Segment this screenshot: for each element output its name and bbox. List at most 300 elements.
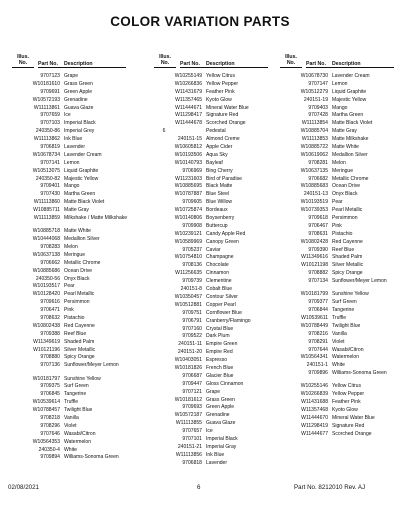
- part-description: Truffle: [332, 315, 347, 322]
- part-description: Kyoto Glow: [206, 96, 232, 103]
- part-description: Feather Pink: [206, 88, 235, 95]
- part-number: 240350-56: [35, 275, 60, 282]
- part-number: 9708631: [308, 230, 328, 237]
- parts-column-2: [146, 54, 274, 469]
- part-number: 9709739: [182, 278, 202, 285]
- part-description: Green Apple: [64, 88, 93, 95]
- part-number: W10885695: [174, 183, 202, 190]
- page-title: COLOR VARIATION PARTS: [110, 14, 290, 29]
- part-description: Yellow Pepper: [332, 391, 365, 398]
- part-number: W10539611: [301, 315, 328, 322]
- parts-row: [4, 363, 132, 376]
- part-number: W11444677: [301, 430, 328, 437]
- part-number: 9706682: [308, 175, 328, 182]
- part-description: Matte White: [64, 228, 91, 235]
- part-description: Wasabi/Citron: [64, 430, 96, 437]
- part-description: Signature Red: [332, 422, 365, 429]
- part-description: Scorched Orange: [332, 430, 372, 437]
- part-description: Pink: [64, 307, 74, 314]
- part-number: 9706845: [40, 391, 60, 398]
- part-description: Apple Cider: [206, 144, 233, 151]
- parts-list: [146, 74, 274, 469]
- part-number: W10140806: [174, 215, 202, 222]
- part-number: W10181610: [32, 80, 60, 87]
- parts-column-1: [4, 54, 132, 469]
- part-description: Dark Plum: [206, 333, 230, 340]
- part-description: Aqua Sky: [206, 151, 228, 158]
- part-description: Matte Black Violet: [332, 120, 373, 127]
- part-number: W10193519: [300, 199, 328, 206]
- part-number: 9707644: [308, 346, 328, 353]
- part-number: 240151-15: [177, 136, 202, 143]
- part-number: 9706818: [182, 459, 202, 466]
- part-number: 9708882: [308, 270, 328, 277]
- part-description: Matte Gray: [332, 128, 357, 135]
- part-number: 9709377: [308, 299, 328, 306]
- part-number: 9707428: [308, 112, 328, 119]
- part-description: Reef Blue: [64, 330, 87, 337]
- part-description: Ice: [64, 112, 71, 119]
- part-number: W11431688: [301, 399, 328, 406]
- parts-row: [4, 455, 132, 468]
- part-number: 240151-1: [306, 362, 328, 369]
- part-description: Mango: [64, 183, 80, 190]
- part-number: W11298417: [175, 112, 202, 119]
- parts-list: [4, 74, 132, 469]
- part-number: 9708136: [182, 262, 202, 269]
- part-description: Silver Metallic: [332, 262, 364, 269]
- part-description: Twilight Blue: [332, 322, 361, 329]
- part-number: W11349616: [301, 254, 328, 261]
- part-description: Meringue: [332, 167, 354, 174]
- part-description: Persimmon: [64, 299, 90, 306]
- illus-number: 6: [162, 128, 166, 135]
- part-description: Grenadine: [64, 96, 88, 103]
- part-number: W10725874: [174, 207, 202, 214]
- part-number: W10181612: [174, 396, 202, 403]
- part-number: 9709751: [182, 309, 202, 316]
- part-description: Crystal Blue: [206, 325, 234, 332]
- part-number: 9707160: [182, 325, 202, 332]
- column-header: [272, 54, 400, 74]
- part-number: 240350-82: [35, 175, 60, 182]
- part-number: W10512881: [174, 301, 202, 308]
- header-underline: [12, 67, 34, 68]
- part-number: W11113859: [33, 215, 60, 222]
- part-description: Imperial Black: [206, 435, 238, 442]
- part-number: W10539614: [32, 399, 60, 406]
- parts-list: [272, 74, 400, 440]
- part-number: W11113862: [33, 136, 60, 143]
- part-description: Violet: [332, 338, 345, 345]
- part-description: Signature Red: [206, 112, 239, 119]
- part-description: Onyx Black: [64, 275, 90, 282]
- part-number: W11231603: [175, 175, 202, 182]
- part-description: Empire Red: [206, 349, 233, 356]
- part-number: W11357468: [301, 407, 328, 414]
- part-number: 9709894: [40, 454, 60, 461]
- part-description: Twilight Blue: [64, 407, 93, 414]
- part-description: Imperial Grey: [64, 128, 95, 135]
- part-number: W10885683: [300, 183, 328, 190]
- part-description: Clementine: [206, 278, 232, 285]
- part-description: Martha Green: [332, 112, 364, 119]
- part-number: 9708632: [40, 315, 60, 322]
- part-description: Melon: [332, 159, 346, 166]
- part-number: 9707103: [40, 120, 60, 127]
- part-description: Bayleaf: [206, 159, 223, 166]
- part-number: 9706467: [308, 222, 328, 229]
- part-number: 240151-13: [303, 191, 328, 198]
- part-description: Guava Glaze: [64, 104, 94, 111]
- part-number: W11113861: [33, 104, 60, 111]
- part-description: Shaded Palm: [332, 254, 363, 261]
- part-number: W10739353: [300, 207, 328, 214]
- part-description: Canopy Green: [206, 238, 239, 245]
- header-underline: [306, 67, 394, 68]
- part-description: Metallic Chrome: [332, 175, 369, 182]
- part-description: Matte White: [332, 144, 359, 151]
- part-number: 9706791: [182, 317, 202, 324]
- part-number: 9709605: [182, 199, 202, 206]
- part-number: 9708296: [40, 422, 60, 429]
- part-description: Vanilla: [332, 330, 347, 337]
- part-number: 9708880: [40, 354, 60, 361]
- part-number: 9709447: [182, 380, 202, 387]
- part-description: Grenadine: [206, 412, 230, 419]
- part-number: W10564353: [32, 438, 60, 445]
- part-number: W10255149: [174, 73, 202, 79]
- part-number: W11349619: [33, 338, 60, 345]
- part-description: Candy Apple Red: [206, 230, 246, 237]
- part-number: W10193506: [174, 151, 202, 158]
- part-number: W10572193: [32, 96, 60, 103]
- part-description: Grass Green: [206, 396, 235, 403]
- part-number: W10266836: [174, 80, 202, 87]
- part-description: Vanilla: [64, 415, 79, 421]
- part-description: Mineral Water Blue: [332, 415, 375, 421]
- part-description: Pistachio: [332, 230, 353, 237]
- part-description: Scorched Orange: [206, 120, 246, 127]
- description-header: Description: [332, 61, 361, 67]
- part-number: 240350-4: [38, 446, 60, 453]
- part-number: 9706969: [182, 167, 202, 174]
- part-description: Martha Green: [64, 191, 96, 198]
- part-description: Yellow Citrus: [332, 383, 361, 390]
- part-description: Meringue: [64, 251, 86, 258]
- part-description: Bird of Paradise: [206, 175, 242, 182]
- part-description: Medallion Silver: [64, 236, 100, 243]
- illus-no-header: Illus. No.: [159, 54, 171, 66]
- description-header: Description: [206, 61, 235, 67]
- part-number: 9708216: [308, 330, 328, 337]
- description-header: Description: [64, 61, 93, 67]
- part-description: White: [332, 362, 345, 369]
- part-number: W10181797: [32, 375, 60, 382]
- part-no-header: Part No.: [180, 61, 200, 67]
- part-description: Imperial Black: [64, 120, 96, 127]
- part-description: Watermelon: [332, 354, 360, 361]
- part-number: W10266839: [300, 391, 328, 398]
- part-number: W10885704: [300, 128, 328, 135]
- part-description: Gloss Cinnamon: [206, 380, 244, 387]
- illus-no-header: Illus. No.: [17, 54, 29, 66]
- part-description: Matte Milkshake: [332, 136, 369, 143]
- part-description: Sunshine Yellow: [64, 375, 101, 382]
- part-number: 9709390: [308, 246, 328, 253]
- part-description: Sunflower/Meyer Lemon: [332, 278, 387, 285]
- header-underline: [180, 67, 268, 68]
- part-number: 9707659: [40, 112, 60, 119]
- part-description: French Blue: [206, 364, 234, 371]
- part-number: W10637138: [32, 251, 60, 258]
- footer-page-number: 6: [197, 484, 201, 491]
- part-no-header: Part No.: [38, 61, 58, 67]
- part-number: 9706819: [40, 144, 60, 151]
- part-description: Blue Steel: [206, 191, 230, 198]
- column-header: [146, 54, 274, 74]
- part-number: W10885711: [33, 207, 60, 214]
- part-number: W10572187: [174, 412, 202, 419]
- part-description: Red Cayenne: [64, 322, 95, 329]
- part-description: Truffle: [64, 399, 79, 406]
- part-description: Violet: [64, 422, 77, 429]
- part-number: W11444678: [175, 120, 202, 127]
- part-number: W10802428: [300, 238, 328, 245]
- part-description: Tangerine: [332, 307, 355, 314]
- footer-date: 02/08/2021: [8, 484, 39, 491]
- part-number: 9707121: [182, 388, 202, 395]
- part-description: Almond Creme: [206, 136, 240, 143]
- part-description: Medallion Silver: [332, 151, 368, 158]
- part-number: W11113860: [33, 199, 60, 206]
- part-number: 9709375: [40, 383, 60, 390]
- part-description: Lavender: [206, 459, 228, 466]
- part-number: W10678734: [32, 151, 60, 158]
- part-number: W10128420: [32, 291, 60, 298]
- part-description: Sunflower/Meyer Lemon: [64, 362, 119, 369]
- part-number: W10255146: [300, 383, 328, 390]
- part-number: 9705237: [182, 246, 202, 253]
- part-number: 9709388: [40, 330, 60, 337]
- part-description: Williams-Sonoma Green: [64, 454, 119, 461]
- part-description: Espresso: [206, 357, 228, 364]
- part-number: 9708281: [308, 159, 328, 166]
- part-number: 9707141: [40, 159, 60, 166]
- part-number: 240151-8: [180, 286, 202, 293]
- part-description: Lemon: [64, 159, 80, 166]
- footer-part-number: Part No. 8212010 Rev. AJ: [294, 484, 366, 491]
- part-description: Kyoto Glow: [332, 407, 358, 414]
- part-number: W10802438: [32, 322, 60, 329]
- part-number: 9709618: [308, 215, 328, 222]
- part-number: 9707136: [40, 362, 60, 369]
- part-description: Spicy Orange: [64, 354, 95, 361]
- part-number: W10350457: [174, 293, 202, 300]
- part-number: W11256635: [175, 270, 202, 277]
- part-description: Cranberry/Flamingo: [206, 317, 251, 324]
- part-number: 9706471: [40, 307, 60, 314]
- part-number: W11444670: [301, 415, 328, 421]
- part-description: Lavender Cream: [64, 151, 102, 158]
- part-number: W10239121: [174, 230, 202, 237]
- part-number: 9708291: [308, 338, 328, 345]
- part-description: Pear: [64, 283, 75, 290]
- header-underline: [154, 67, 176, 68]
- part-number: W10403051: [174, 357, 202, 364]
- part-number: 9709403: [308, 104, 328, 111]
- part-number: W10589969: [174, 238, 202, 245]
- part-number: W10787887: [174, 191, 202, 198]
- part-number: W10193517: [32, 283, 60, 290]
- column-header: [4, 54, 132, 74]
- parts-row: [272, 432, 400, 440]
- part-description: Cinnamon: [206, 270, 230, 277]
- part-number: W10513075: [32, 167, 60, 174]
- part-description: Metallic Chrome: [64, 259, 101, 266]
- part-number: W10788449: [300, 322, 328, 329]
- part-number: 9709616: [40, 299, 60, 306]
- part-description: Liquid Graphite: [332, 88, 367, 95]
- part-description: Lavender Cream: [332, 73, 370, 79]
- part-number: W10444068: [32, 236, 60, 243]
- part-description: Sunshine Yellow: [332, 291, 369, 298]
- part-number: W10605812: [174, 144, 202, 151]
- part-description: Grape: [64, 73, 79, 79]
- part-description: Copper Pearl: [206, 301, 236, 308]
- part-description: Boysenberry: [206, 215, 235, 222]
- part-number: 9707134: [308, 278, 328, 285]
- part-description: Champagne: [206, 254, 234, 261]
- part-description: Buttercup: [206, 222, 228, 229]
- part-description: Red Cayenne: [332, 238, 363, 245]
- part-description: Reef Blue: [332, 246, 355, 253]
- part-description: Pink: [332, 222, 342, 229]
- part-description: Cornflower Blue: [206, 309, 242, 316]
- part-number: W10885722: [300, 144, 328, 151]
- part-description: Lavender: [64, 144, 86, 151]
- part-description: Milkshake / Matte Milkshake: [64, 215, 128, 222]
- part-description: Imperial Gray: [206, 443, 237, 450]
- part-number: W10885686: [32, 267, 60, 274]
- part-description: Pearl Metallic: [332, 207, 363, 214]
- part-description: Bing Cherry: [206, 167, 233, 174]
- parts-column-3: [272, 54, 400, 440]
- part-description: Grass Green: [64, 80, 93, 87]
- part-number: W10512279: [300, 88, 328, 95]
- part-number: W10140793: [174, 159, 202, 166]
- part-number: 240151-11: [178, 341, 202, 348]
- part-number: W10181826: [174, 364, 202, 371]
- part-description: Watermelon: [64, 438, 92, 445]
- part-number: W11113855: [175, 420, 202, 427]
- header-underline: [280, 67, 302, 68]
- part-number: 240151-20: [177, 349, 202, 356]
- part-number: W10121198: [301, 262, 328, 269]
- part-description: Ocean Drive: [332, 183, 361, 190]
- part-description: Glacier Blue: [206, 372, 234, 379]
- part-description: Pearl Metallic: [64, 291, 95, 298]
- part-description: Pistachio: [64, 315, 85, 322]
- part-description: Grape: [206, 388, 221, 395]
- part-description: Persimmon: [332, 215, 358, 222]
- part-number: 9706687: [182, 372, 202, 379]
- part-description: Pear: [332, 199, 343, 206]
- part-number: W11113856: [175, 451, 202, 458]
- illus-no-header: Illus. No.: [285, 54, 297, 66]
- part-number: 9707657: [182, 428, 202, 435]
- part-description: Ocean Drive: [64, 267, 93, 274]
- part-number: W10637135: [300, 167, 328, 174]
- part-number: 9709693: [182, 404, 202, 411]
- part-description: Majestic Yellow: [332, 96, 367, 103]
- part-number: 9709896: [308, 370, 328, 377]
- part-description: Black Matte: [206, 183, 233, 190]
- part-number: W11431679: [175, 88, 202, 95]
- part-description: Mango: [332, 104, 348, 111]
- part-description: Feather Pink: [332, 399, 361, 406]
- part-number: W10885718: [32, 228, 60, 235]
- part-number: 9708283: [40, 244, 60, 250]
- part-description: Blue Willow: [206, 199, 233, 206]
- part-description: White: [64, 446, 77, 453]
- part-number: 9709401: [40, 183, 60, 190]
- part-number: 9709522: [182, 333, 202, 340]
- part-description: Yellow Citrus: [206, 73, 235, 79]
- part-number: W10788457: [32, 407, 60, 414]
- part-number: W11298419: [301, 422, 328, 429]
- part-number: 9707430: [40, 191, 60, 198]
- part-description: Onyx Black: [332, 191, 358, 198]
- part-number: W11357465: [175, 96, 202, 103]
- part-number: W11113853: [301, 136, 328, 143]
- part-number: 9707123: [40, 73, 60, 79]
- part-number: W10121196: [33, 346, 60, 353]
- part-number: W10564341: [300, 354, 328, 361]
- part-description: Tangerine: [64, 391, 87, 398]
- part-description: Williams-Sonoma Green: [332, 370, 387, 377]
- part-description: Ink Blue: [206, 451, 225, 458]
- part-description: Silver Metallic: [64, 346, 96, 353]
- part-number: W10678730: [300, 73, 328, 79]
- parts-row: [146, 461, 274, 469]
- part-number: 240350-86: [35, 128, 60, 135]
- part-description: Matte Black Violet: [64, 199, 105, 206]
- part-number: W10754810: [174, 254, 202, 261]
- part-number: W11444671: [175, 104, 202, 111]
- part-number: 9707147: [308, 80, 328, 87]
- part-description: Ink Blue: [64, 136, 83, 143]
- part-description: Spicy Orange: [332, 270, 363, 277]
- part-description: Yellow Pepper: [206, 80, 239, 87]
- part-description: Surf Green: [332, 299, 357, 306]
- part-description: Mineral Water Blue: [206, 104, 249, 111]
- part-description: Liquid Graphite: [64, 167, 99, 174]
- part-number: 9709691: [40, 88, 60, 95]
- part-description: Pedestal: [206, 128, 226, 135]
- part-description: Caviar: [206, 246, 221, 253]
- part-number: W11113854: [301, 120, 328, 127]
- header-underline: [38, 67, 126, 68]
- part-description: Melon: [64, 244, 78, 250]
- part-number: 9706662: [40, 259, 60, 266]
- part-number: 240151-19: [303, 96, 328, 103]
- part-description: Lemon: [332, 80, 348, 87]
- part-description: Guava Glaze: [206, 420, 236, 427]
- part-description: Green Apple: [206, 404, 235, 411]
- part-description: Cobalt Blue: [206, 286, 233, 293]
- part-description: Matte Gray: [64, 207, 89, 214]
